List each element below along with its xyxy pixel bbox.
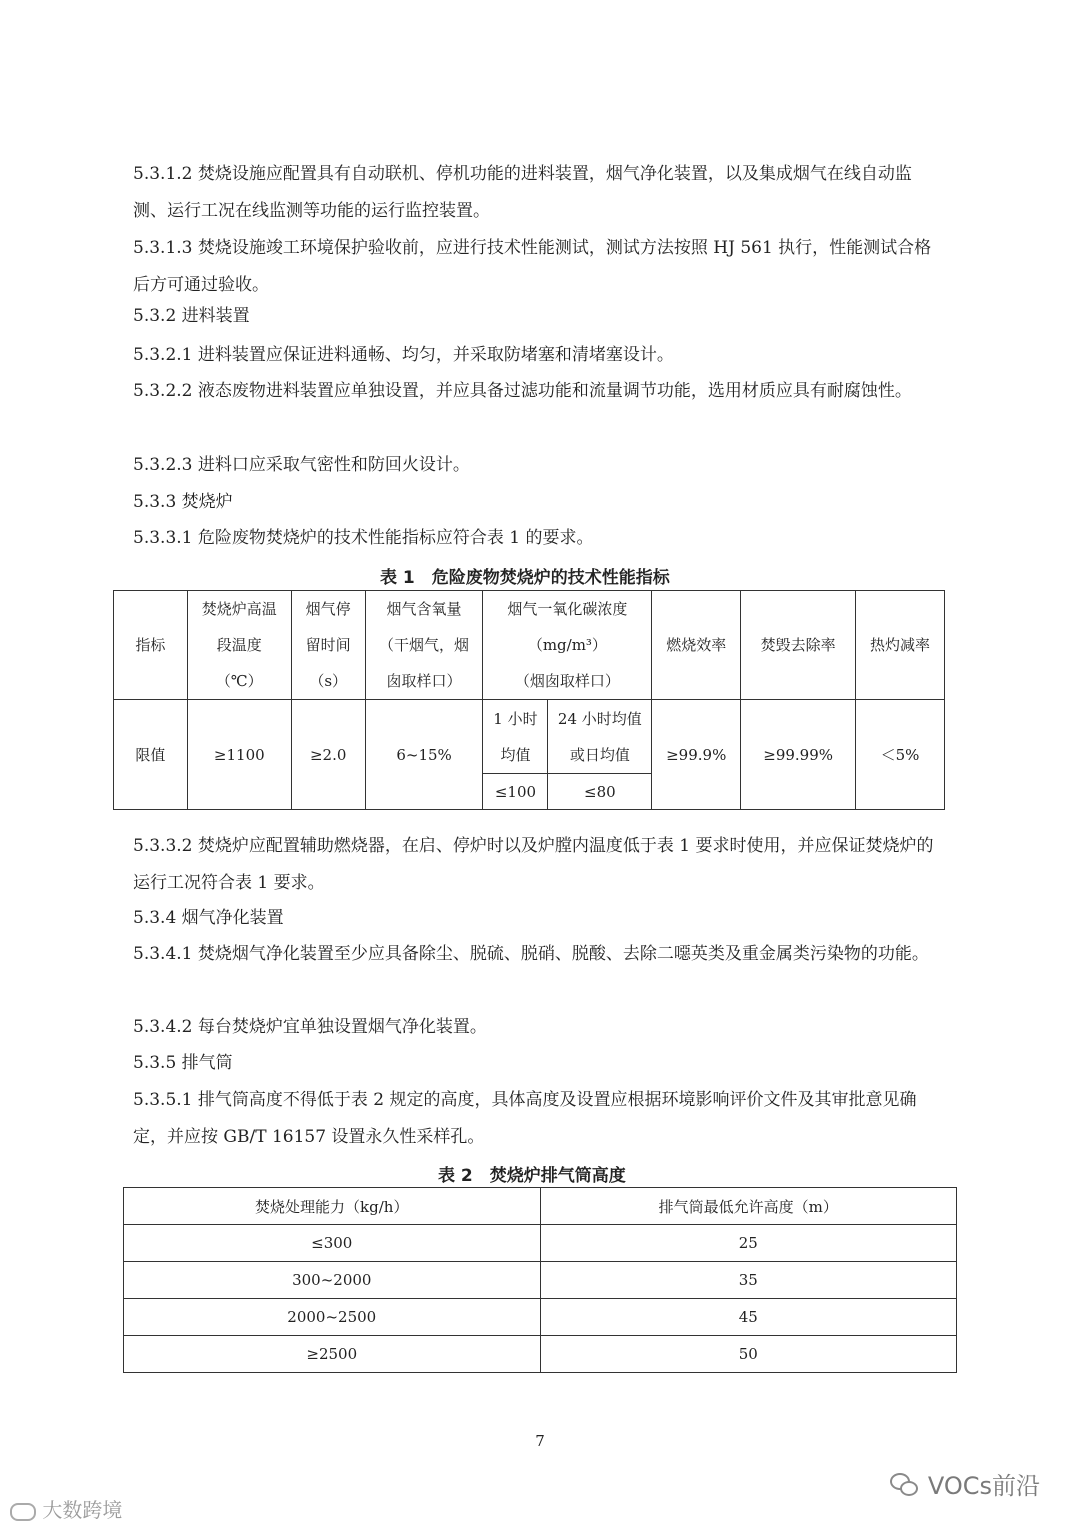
watermark-right-text: VOCs前沿 (927, 1472, 1040, 1500)
t1-row-label: 限值 (114, 700, 188, 810)
t1-co-24h-value: ≤80 (548, 774, 652, 810)
paragraph-5-3-3-2: 5.3.3.2 焚烧炉应配置辅助燃烧器，在启、停炉时以及炉膛内温度低于表 1 要求时使用，并应保证焚烧炉的运行工况符合表 1 要求。 (133, 836, 934, 893)
t2-capacity: 300~2000 (124, 1262, 541, 1299)
watermark-right (890, 1466, 1040, 1501)
table1-performance (113, 590, 945, 810)
t1-co-1h-value: ≤100 (483, 774, 548, 810)
table-row (124, 1299, 957, 1336)
paragraph-5-3-4-1: 5.3.4.1 焚烧烟气净化装置至少应具备除尘、脱硫、脱硝、脱酸、去除二噁英类及重金属类污染物的功能。 (133, 944, 929, 964)
t1-co-1h-label: 1 小时 均值 (483, 700, 548, 774)
loop-logo-icon (10, 1503, 36, 1521)
table-row (124, 1262, 957, 1299)
t1-temp-value: ≥1100 (187, 700, 291, 810)
paragraph-5-3-4-2: 5.3.4.2 每台焚烧炉宜单独设置烟气净化装置。 (133, 1017, 487, 1037)
t1-o2-value: 6~15% (365, 700, 483, 810)
t2-header-capacity: 焚烧处理能力（kg/h） (124, 1188, 541, 1225)
heading-5-3-5: 5.3.5 排气筒 (133, 1053, 233, 1073)
t1-header-residence-time: 烟气停 留时间 （s） (291, 591, 365, 700)
t1-header-temperature: 焚烧炉高温 段温度 （℃） (187, 591, 291, 700)
table2-stack-height (123, 1187, 957, 1373)
t2-height: 35 (540, 1262, 956, 1299)
t1-header-destruction: 焚毁去除率 (741, 591, 856, 700)
heading-5-3-3: 5.3.3 焚烧炉 (133, 492, 233, 512)
t2-capacity: 2000~2500 (124, 1299, 541, 1336)
t1-header-co: 烟气一氧化碳浓度 （mg/m³） （烟囱取样口） (483, 591, 652, 700)
paragraph-5-3-2-1: 5.3.2.1 进料装置应保证进料通畅、均匀，并采取防堵塞和清堵塞设计。 (133, 345, 674, 365)
paragraph-5-3-5-1: 5.3.5.1 排气筒高度不得低于表 2 规定的高度，具体高度及设置应根据环境影响评价文件及其审批意见确定，并应按 GB/T 16157 设置永久性采样孔。 (133, 1090, 917, 1147)
watermark-left-text: 大数跨境 (42, 1498, 123, 1522)
t1-co-24h-label: 24 小时均值 或日均值 (548, 700, 652, 774)
t1-ignition-value: ＜5% (856, 700, 945, 810)
watermark-left (10, 1494, 122, 1523)
heading-5-3-4: 5.3.4 烟气净化装置 (133, 908, 284, 928)
table-row (124, 1225, 957, 1262)
wechat-icon (890, 1473, 920, 1495)
t2-height: 50 (540, 1336, 956, 1373)
t1-burn-eff-value: ≥99.9% (652, 700, 741, 810)
table1-caption: 表 1 危险废物焚烧炉的技术性能指标 (380, 568, 670, 588)
t1-header-indicator: 指标 (114, 591, 188, 700)
t2-capacity: ≥2500 (124, 1336, 541, 1373)
page-number: 7 (535, 1432, 545, 1450)
table2-caption: 表 2 焚烧炉排气筒高度 (438, 1166, 626, 1186)
paragraph-5-3-1-2: 5.3.1.2 焚烧设施应配置具有自动联机、停机功能的进料装置，烟气净化装置，以及集成烟气在线自动监测、运行工况在线监测等功能的运行监控装置。 (133, 164, 912, 221)
paragraph-5-3-3-1: 5.3.3.1 危险废物焚烧炉的技术性能指标应符合表 1 的要求。 (133, 528, 594, 548)
t1-destroy-value: ≥99.99% (741, 700, 856, 810)
t1-header-burn-efficiency: 燃烧效率 (652, 591, 741, 700)
t1-header-oxygen: 烟气含氧量 （干烟气，烟 囱取样口） (365, 591, 483, 700)
heading-5-3-2: 5.3.2 进料装置 (133, 306, 250, 326)
paragraph-5-3-1-3: 5.3.1.3 焚烧设施竣工环境保护验收前，应进行技术性能测试，测试方法按照 HJ 561 执行，性能测试合格后方可通过验收。 (133, 238, 932, 295)
paragraph-5-3-2-2: 5.3.2.2 液态废物进料装置应单独设置，并应具备过滤功能和流量调节功能，选用材质应具有耐腐蚀性。 (133, 381, 912, 401)
t1-header-ignition-loss: 热灼减率 (856, 591, 945, 700)
t2-header-height: 排气筒最低允许高度（m） (540, 1188, 956, 1225)
t2-capacity: ≤300 (124, 1225, 541, 1262)
table-row (124, 1336, 957, 1373)
t2-height: 45 (540, 1299, 956, 1336)
t2-height: 25 (540, 1225, 956, 1262)
paragraph-5-3-2-3: 5.3.2.3 进料口应采取气密性和防回火设计。 (133, 455, 470, 475)
t1-stay-value: ≥2.0 (291, 700, 365, 810)
